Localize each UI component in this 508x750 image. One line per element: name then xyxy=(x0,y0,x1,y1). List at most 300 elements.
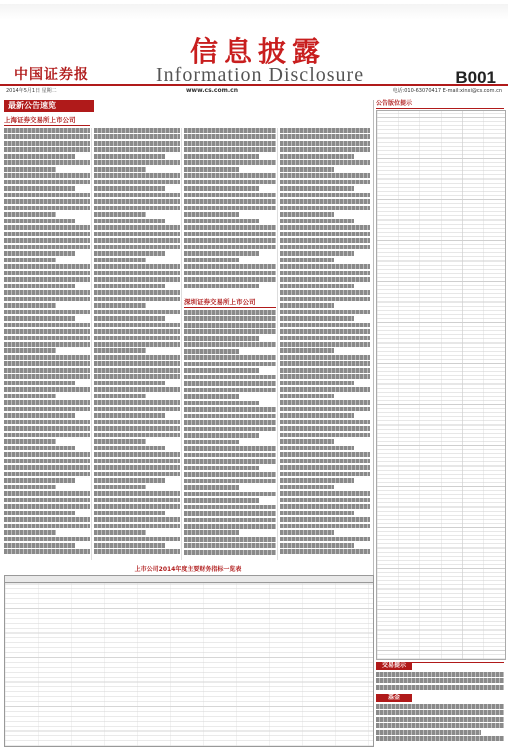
text-line xyxy=(184,349,239,354)
text-line xyxy=(280,186,354,191)
fund-text xyxy=(376,704,504,746)
text-line xyxy=(280,491,370,496)
text-line xyxy=(280,128,370,133)
text-line xyxy=(184,550,276,555)
text-line xyxy=(376,685,504,690)
text-line xyxy=(280,433,370,438)
text-line xyxy=(4,225,90,230)
text-line xyxy=(184,180,276,185)
text-line xyxy=(4,173,90,178)
text-line xyxy=(280,258,334,263)
text-line xyxy=(280,284,354,289)
text-line xyxy=(94,277,180,282)
shanghai-listed-heading: 上海证券交易所上市公司 xyxy=(4,116,90,126)
column-divider xyxy=(91,128,92,560)
text-line xyxy=(184,277,276,282)
text-line xyxy=(94,504,180,509)
text-line xyxy=(184,394,239,399)
text-line xyxy=(280,167,334,172)
text-line xyxy=(4,297,90,302)
text-line xyxy=(280,407,370,412)
section-title-cn: 信息披露 xyxy=(190,35,327,68)
text-line xyxy=(280,173,370,178)
text-line xyxy=(4,271,90,276)
text-line xyxy=(184,199,276,204)
text-line xyxy=(280,245,370,250)
text-line xyxy=(4,342,90,347)
text-line xyxy=(4,549,90,554)
text-line xyxy=(280,543,354,548)
text-line xyxy=(280,420,370,425)
text-line xyxy=(94,147,180,152)
text-line xyxy=(184,310,276,315)
news-column-3a xyxy=(184,128,276,294)
text-line xyxy=(94,160,180,165)
news-column-1 xyxy=(4,128,90,560)
text-line xyxy=(4,465,90,470)
text-line xyxy=(94,400,180,405)
text-line xyxy=(184,336,259,341)
text-line xyxy=(4,134,90,139)
text-line xyxy=(94,329,180,334)
text-line xyxy=(4,504,90,509)
text-line xyxy=(94,225,180,230)
text-line xyxy=(280,355,370,360)
text-line xyxy=(94,290,180,295)
text-line xyxy=(4,316,75,321)
text-line xyxy=(184,271,276,276)
announcement-index-table xyxy=(376,110,506,660)
text-line xyxy=(280,147,370,152)
text-line xyxy=(4,251,75,256)
text-line xyxy=(94,537,180,542)
text-line xyxy=(4,394,56,399)
text-line xyxy=(184,433,259,438)
text-line xyxy=(4,524,90,529)
text-line xyxy=(4,245,90,250)
text-line xyxy=(184,251,259,256)
text-line xyxy=(376,678,504,683)
text-line xyxy=(280,387,370,392)
issue-date: 2014年5月1日 星期二 xyxy=(6,88,57,94)
text-line xyxy=(4,537,90,542)
text-line xyxy=(376,723,504,728)
fund-label: 基金 xyxy=(376,694,412,702)
text-line xyxy=(376,672,504,677)
text-line xyxy=(4,186,75,191)
text-line xyxy=(4,478,75,483)
text-line xyxy=(184,530,239,535)
text-line xyxy=(94,413,165,418)
text-line xyxy=(280,277,370,282)
text-line xyxy=(280,537,370,542)
text-line xyxy=(280,368,370,373)
text-line xyxy=(280,154,354,159)
text-line xyxy=(4,180,90,185)
text-line xyxy=(184,511,276,516)
text-line xyxy=(280,530,334,535)
text-line xyxy=(184,264,276,269)
text-line xyxy=(94,478,165,483)
text-line xyxy=(4,452,90,457)
text-line xyxy=(280,297,370,302)
text-line xyxy=(184,479,276,484)
text-line xyxy=(94,173,180,178)
text-line xyxy=(376,704,504,709)
text-line xyxy=(280,498,370,503)
text-line xyxy=(94,141,180,146)
text-line xyxy=(94,361,180,366)
text-line xyxy=(280,238,370,243)
text-line xyxy=(376,717,504,722)
text-line xyxy=(280,323,370,328)
text-line xyxy=(280,271,370,276)
text-line xyxy=(4,264,90,269)
text-line xyxy=(184,492,276,497)
text-line xyxy=(4,472,90,477)
text-line xyxy=(280,212,334,217)
text-line xyxy=(280,141,370,146)
text-line xyxy=(280,524,370,529)
text-line xyxy=(280,452,370,457)
text-line xyxy=(280,517,370,522)
text-line xyxy=(94,323,180,328)
text-line xyxy=(184,219,259,224)
text-line xyxy=(280,504,370,509)
text-line xyxy=(4,336,90,341)
shenzhen-listed-heading: 深圳证券交易所上市公司 xyxy=(184,298,276,308)
news-column-2 xyxy=(94,128,180,560)
text-line xyxy=(184,154,259,159)
text-line xyxy=(94,193,180,198)
text-line xyxy=(184,401,259,406)
text-line xyxy=(184,316,276,321)
text-line xyxy=(94,342,180,347)
text-line xyxy=(4,420,90,425)
text-line xyxy=(94,310,180,315)
text-line xyxy=(376,710,504,715)
text-line xyxy=(184,160,276,165)
text-line xyxy=(4,329,90,334)
text-line xyxy=(280,160,370,165)
text-line xyxy=(184,375,276,380)
text-line xyxy=(184,362,276,367)
text-line xyxy=(94,258,146,263)
text-line xyxy=(184,355,276,360)
masthead-top-strip xyxy=(0,4,508,20)
text-line xyxy=(94,128,180,133)
text-line xyxy=(4,459,90,464)
text-line xyxy=(184,232,276,237)
text-line xyxy=(184,381,276,386)
text-line xyxy=(184,128,276,133)
table-header-row xyxy=(5,576,373,583)
text-line xyxy=(280,303,334,308)
text-line xyxy=(94,491,180,496)
text-line xyxy=(94,465,180,470)
text-line xyxy=(280,232,370,237)
text-line xyxy=(4,206,90,211)
text-line xyxy=(184,284,259,289)
text-line xyxy=(184,141,276,146)
text-line xyxy=(94,232,180,237)
text-line xyxy=(280,413,354,418)
text-line xyxy=(4,232,90,237)
text-line xyxy=(94,199,180,204)
text-line xyxy=(4,219,75,224)
text-line xyxy=(94,498,180,503)
text-line xyxy=(280,316,354,321)
text-line xyxy=(184,206,276,211)
news-column-4 xyxy=(280,128,370,560)
text-line xyxy=(280,329,370,334)
text-line xyxy=(94,186,165,191)
text-line xyxy=(184,173,276,178)
text-line xyxy=(94,420,180,425)
financial-table-title: 上市公司2014年度主要财务指标一览表 xyxy=(134,566,242,573)
masthead xyxy=(0,0,508,96)
text-line xyxy=(4,238,90,243)
text-line xyxy=(280,225,370,230)
text-line xyxy=(94,212,146,217)
text-line xyxy=(4,413,75,418)
text-line xyxy=(184,446,276,451)
website-url[interactable]: www.cs.com.cn xyxy=(186,87,238,94)
text-line xyxy=(280,394,334,399)
text-line xyxy=(94,264,180,269)
text-line xyxy=(4,212,56,217)
text-line xyxy=(94,180,180,185)
text-line xyxy=(184,440,239,445)
text-line xyxy=(280,193,370,198)
text-line xyxy=(4,485,56,490)
text-line xyxy=(184,427,276,432)
text-line xyxy=(94,219,165,224)
text-line xyxy=(184,342,276,347)
text-line xyxy=(184,147,276,152)
text-line xyxy=(184,414,276,419)
text-line xyxy=(184,420,276,425)
text-line xyxy=(280,374,370,379)
text-line xyxy=(4,355,90,360)
text-line xyxy=(94,381,165,386)
text-line xyxy=(184,505,276,510)
text-line xyxy=(4,199,90,204)
text-line xyxy=(184,498,259,503)
text-line xyxy=(94,303,146,308)
text-line xyxy=(184,543,276,548)
text-line xyxy=(280,400,370,405)
text-line xyxy=(280,472,370,477)
text-line xyxy=(4,381,75,386)
text-line xyxy=(184,388,276,393)
newspaper-logo: 中国证券报 xyxy=(14,67,89,83)
text-line xyxy=(4,433,90,438)
text-line xyxy=(184,186,259,191)
text-line xyxy=(376,736,504,741)
text-line xyxy=(94,459,180,464)
text-line xyxy=(94,206,180,211)
text-line xyxy=(4,426,90,431)
text-line xyxy=(280,251,354,256)
text-line xyxy=(184,134,276,139)
text-line xyxy=(280,361,370,366)
text-line xyxy=(280,342,370,347)
column-divider xyxy=(181,128,182,560)
text-line xyxy=(280,264,370,269)
text-line xyxy=(280,348,334,353)
text-line xyxy=(94,517,180,522)
text-line xyxy=(94,387,180,392)
text-line xyxy=(4,290,90,295)
text-line xyxy=(280,478,354,483)
text-line xyxy=(94,524,180,529)
text-line xyxy=(4,193,90,198)
text-line xyxy=(94,446,165,451)
text-line xyxy=(4,128,90,133)
text-line xyxy=(4,284,75,289)
text-line xyxy=(280,426,370,431)
text-line xyxy=(280,511,354,516)
text-line xyxy=(94,530,146,535)
announcement-index-header: 公告版位提示 xyxy=(376,100,504,109)
text-line xyxy=(94,167,146,172)
text-line xyxy=(4,400,90,405)
text-line xyxy=(376,730,481,735)
text-line xyxy=(4,446,75,451)
text-line xyxy=(94,238,180,243)
text-line xyxy=(184,225,276,230)
text-line xyxy=(280,336,370,341)
text-line xyxy=(94,426,180,431)
text-line xyxy=(184,238,276,243)
text-line xyxy=(4,491,90,496)
text-line xyxy=(280,459,370,464)
text-line xyxy=(94,511,165,516)
text-line xyxy=(94,297,180,302)
text-line xyxy=(4,167,56,172)
trading-tip-label: 交易提示 xyxy=(376,662,412,670)
text-line xyxy=(280,290,370,295)
text-line xyxy=(184,524,276,529)
text-line xyxy=(184,245,276,250)
text-line xyxy=(184,537,276,542)
text-line xyxy=(184,193,276,198)
contact-info: 电话:010-63070417 E-mail:xinxi@cs.com.cn xyxy=(392,88,502,94)
text-line xyxy=(280,439,334,444)
text-line xyxy=(94,251,165,256)
text-line xyxy=(280,199,370,204)
text-line xyxy=(4,303,56,308)
column-divider xyxy=(277,128,278,560)
text-line xyxy=(94,394,146,399)
text-line xyxy=(4,154,75,159)
text-line xyxy=(184,329,276,334)
text-line xyxy=(94,271,180,276)
text-line xyxy=(184,472,276,477)
text-line xyxy=(4,511,75,516)
text-line xyxy=(94,284,165,289)
text-line xyxy=(4,348,56,353)
text-line xyxy=(94,472,180,477)
text-line xyxy=(4,141,90,146)
text-line xyxy=(184,466,259,471)
text-line xyxy=(184,368,259,373)
text-line xyxy=(4,323,90,328)
text-line xyxy=(94,549,180,554)
text-line xyxy=(280,549,370,554)
text-line xyxy=(4,258,56,263)
info-bar xyxy=(0,84,508,96)
text-line xyxy=(184,459,276,464)
text-line xyxy=(4,147,90,152)
text-line xyxy=(280,446,354,451)
text-line xyxy=(4,368,90,373)
text-line xyxy=(184,518,276,523)
text-line xyxy=(94,154,165,159)
text-line xyxy=(4,277,90,282)
text-line xyxy=(94,485,146,490)
text-line xyxy=(94,316,165,321)
text-line xyxy=(280,219,354,224)
text-line xyxy=(94,348,146,353)
text-line xyxy=(4,439,56,444)
text-line xyxy=(94,245,180,250)
text-line xyxy=(184,167,239,172)
text-line xyxy=(4,517,90,522)
text-line xyxy=(280,381,354,386)
text-line xyxy=(184,323,276,328)
text-line xyxy=(4,543,75,548)
text-line xyxy=(94,336,180,341)
text-line xyxy=(94,368,180,373)
text-line xyxy=(94,439,146,444)
page-number: B001 xyxy=(455,68,496,87)
text-line xyxy=(184,258,239,263)
text-line xyxy=(94,543,165,548)
text-line xyxy=(4,387,90,392)
text-line xyxy=(4,160,90,165)
latest-announcements-header: 最新公告速览 xyxy=(4,100,94,112)
text-line xyxy=(94,407,180,412)
text-line xyxy=(94,452,180,457)
text-line xyxy=(280,465,370,470)
trading-tip-text xyxy=(376,672,504,692)
text-line xyxy=(184,212,239,217)
section-title-en: Information Disclosure xyxy=(156,64,365,86)
text-line xyxy=(4,530,56,535)
text-line xyxy=(4,374,90,379)
text-line xyxy=(94,433,180,438)
text-line xyxy=(184,407,276,412)
text-line xyxy=(94,374,180,379)
text-line xyxy=(4,407,90,412)
text-line xyxy=(94,355,180,360)
text-line xyxy=(4,310,90,315)
financial-indicators-table xyxy=(4,575,374,747)
text-line xyxy=(280,310,370,315)
text-line xyxy=(184,485,239,490)
text-line xyxy=(4,361,90,366)
news-column-3b xyxy=(184,310,276,560)
text-line xyxy=(280,180,370,185)
text-line xyxy=(184,453,276,458)
text-line xyxy=(280,134,370,139)
text-line xyxy=(280,206,370,211)
text-line xyxy=(94,134,180,139)
text-line xyxy=(280,485,334,490)
text-line xyxy=(4,498,90,503)
